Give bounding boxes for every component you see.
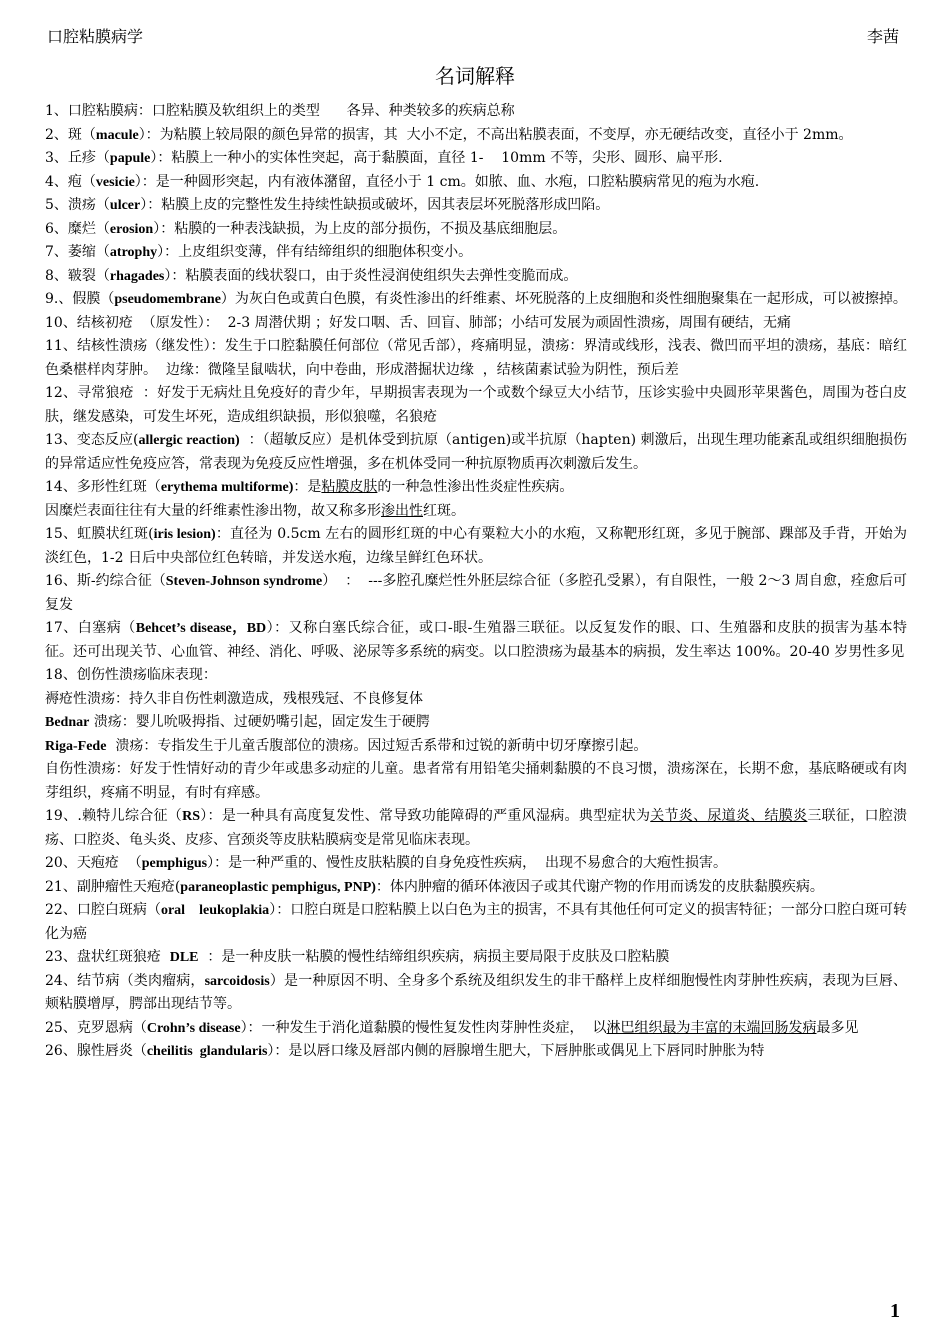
entry-text: 4、疱（	[45, 173, 96, 190]
term-english: Bednar	[45, 715, 90, 730]
entry-text: ）：又称白塞氏综合征，或口-眼-生殖器三联征。以反复发作的眼、口、生殖器和皮肤的损害为基本特征。还可出现关节、心血管、神经、消化、呼吸、泌尿等多系统的病变。以口腔溃疡为最基本的病损，发生率达 100%。20-40 岁男性多见	[45, 620, 907, 660]
entry-text: ）：是以唇口缘及唇部内侧的唇腺增生肥大，下唇肿胀或偶见上下唇同时肿胀为特	[267, 1043, 765, 1059]
header-course: 口腔粘膜病学	[47, 27, 144, 46]
entry-text: ：直径为 0.5cm 左右的圆形红斑的中心有粟粒大小的水疱，又称靶形红斑，多见于腕部、踝部及手背，开始为淡红色，1-2 日后中央部位红色转暗，并发送水疱，边缘呈鲜红色环状。	[45, 526, 907, 566]
glossary-body	[45, 100, 907, 1064]
entry-text: 褥疮性溃疡：持久非自伤性刺激造成，残根残冠、不良修复体	[45, 690, 423, 707]
entry-text: 2、斑（	[45, 126, 96, 143]
entry-text: 15、虹膜状红斑(	[45, 526, 154, 542]
term-english: papule	[109, 151, 151, 166]
entry-text: 20、天疱疮 （	[45, 855, 142, 871]
glossary-entry	[45, 664, 907, 688]
entry-text: 18、创伤性溃疡临床表现：	[45, 667, 217, 683]
term-english: sarcoidosis	[204, 973, 270, 989]
term-english: Behcet’s disease，BD	[135, 621, 267, 636]
term-english: erythema multiforme)	[160, 480, 294, 495]
entry-text: ）：是一种具有高度复发性、常导致功能障碍的严重风湿病。典型症状为	[199, 808, 651, 824]
entry-text: 3、丘疹（	[45, 150, 110, 166]
glossary-entry	[45, 500, 907, 524]
glossary-entry	[45, 805, 907, 852]
glossary-entry	[45, 171, 907, 195]
entry-text: 最多见	[816, 1019, 859, 1036]
glossary-entry	[45, 429, 907, 476]
entry-text: 17、白塞病（	[45, 620, 136, 636]
entry-text: ：体内肿瘤的循环体液因子或其代谢产物的作用而诱发的皮肤黏膜疾病。	[375, 878, 824, 895]
glossary-entry	[45, 288, 907, 312]
entry-text: ：是一种皮肤一粘膜的慢性结缔组织疾病，病损主要局限于皮肤及口腔粘膜	[198, 949, 670, 965]
entry-text: 12、寻常狼疮 ：好发于无病灶且免疫好的青少年，早期损害表现为一个或数个绿豆大小结节，压诊实验中央圆形苹果酱色，周围为苍白皮肤，继发感染，可发生坏死，造成组织缺损，形似狼噬，名狼疮	[45, 385, 907, 425]
glossary-entry	[45, 476, 907, 500]
entry-text: 19、.赖特儿综合征（	[45, 808, 183, 824]
entry-text: 21、副肿瘤性天疱疮(	[45, 878, 181, 895]
entry-text: 1、口腔粘膜病：口腔粘膜及软组织上的类型 各异、种类较多的疾病总称	[45, 103, 515, 119]
term-english: Crohn’s disease	[146, 1020, 241, 1036]
entry-text: ）：粘膜上一种小的实体性突起，高于黏膜面，直径 1- 10mm 不等，尖形、圆形、扁平形.	[150, 150, 723, 166]
glossary-entry	[45, 852, 907, 876]
term-english: allergic reaction)	[138, 433, 240, 448]
glossary-entry	[45, 265, 907, 289]
underlined-text: 淋巴组织最为丰富的末端回肠发病	[606, 1019, 817, 1036]
entry-text: 红斑。	[423, 502, 465, 519]
glossary-entry	[45, 335, 907, 382]
entry-text: ）：上皮组织变薄，伴有结缔组织的细胞体积变小。	[157, 244, 473, 260]
glossary-entry	[45, 617, 907, 664]
glossary-entry	[45, 946, 907, 970]
glossary-entry	[45, 758, 907, 805]
entry-text: 自伤性溃疡：好发于性情好动的青少年或患多动症的儿童。患者常有用铅笔尖捅刺黏膜的不良习惯，溃疡深在，长期不愈，基底略硬或有肉芽组织，疼痛不明显，有时有痒感。	[45, 761, 907, 801]
term-english: Steven-Johnson syndrome	[165, 574, 323, 589]
page-number: 1	[890, 1300, 900, 1322]
glossary-entry	[45, 735, 907, 759]
entry-text: 13、变态反应(	[45, 432, 139, 448]
entry-text: 24、结节病（类肉瘤病，	[45, 972, 205, 989]
entry-text: 14、多形性红斑（	[45, 479, 161, 495]
entry-text: ）为灰白色或黄白色膜，有炎性渗出的纤维素、坏死脱落的上皮细胞和炎性细胞聚集在一起形成，可以被擦掉。	[220, 291, 907, 307]
entry-text: 因糜烂表面往往有大量的纤维素性渗出物，故又称多形	[45, 502, 381, 519]
glossary-entry	[45, 124, 907, 148]
entry-text: ）是一种原因不明、全身多个系统及组织发生的非干酪样上皮样细胞慢性肉芽肿性疾病，表现为巨唇、颊粘膜增厚，腭部出现结节等。	[45, 972, 907, 1012]
entry-text: 25、克罗恩病（	[45, 1019, 147, 1036]
glossary-entry	[45, 970, 907, 1017]
entry-text: 9.、假膜（	[45, 291, 115, 307]
entry-text: ）：粘膜上皮的完整性发生持续性缺损或破坏，因其表层坏死脱落形成凹陷。	[140, 197, 610, 213]
entry-text: 16、斯-约综合征（	[45, 573, 166, 589]
glossary-entry	[45, 382, 907, 429]
glossary-entry	[45, 1040, 907, 1064]
entry-text: 22、口腔白斑病（	[45, 902, 161, 918]
entry-text: 三联征，口腔溃疡、口腔炎、龟头炎、皮疹、宫颈炎等皮肤粘膜病变是常见临床表现。	[45, 808, 908, 848]
underlined-text: 粘膜皮肤	[321, 479, 378, 495]
entry-text: 7、萎缩（	[45, 244, 110, 260]
entry-text: ）：是一种严重的、慢性皮肤粘膜的自身免疫性疾病， 出现不易愈合的大疱性损害。	[207, 855, 727, 871]
entry-text: 11、结核性溃疡（继发性）：发生于口腔黏膜任何部位（常见舌部），疼痛明显，溃疡：界清或线形，浅表、微凹而平坦的溃疡，基底：暗红色桑椹样肉芽肿。 边缘：微隆呈鼠啮状，向中卷曲，形成潜掘状边缘 ，结核菌素试验为阴性，预后差	[45, 338, 907, 378]
glossary-entry	[45, 711, 907, 735]
underlined-text: 关节炎、尿道炎、结膜炎	[650, 808, 808, 824]
glossary-entry	[45, 570, 907, 617]
entry-text: 的一种急性渗出性炎症性疾病。	[377, 479, 574, 495]
term-english: iris lesion)	[153, 527, 216, 542]
entry-text: 10、结核初疮 （原发性）： 2-3 周潜伏期 ；好发口咽、舌、回盲、肺部；小结可发展为顽固性溃疡，周围有硬结，无痛	[45, 314, 792, 331]
term-english: Riga-Fede	[45, 738, 107, 754]
glossary-entry	[45, 100, 907, 124]
entry-text: 5、溃疡（	[45, 197, 110, 213]
glossary-entry	[45, 241, 907, 265]
term-english: rhagades	[109, 268, 165, 284]
term-english: cheilitis glandularis	[146, 1044, 268, 1059]
glossary-entry	[45, 147, 907, 171]
term-english: DLE	[169, 950, 199, 965]
entry-text: 8、皲裂（	[45, 267, 110, 284]
term-english: macule	[95, 127, 139, 143]
glossary-entry	[45, 218, 907, 242]
entry-text: ）：粘膜表面的线状裂口，由于炎性浸润使组织失去弹性变脆而成。	[164, 267, 578, 284]
entry-text: ）：是一种圆形突起，内有液体潴留，直径小于 1 cm。如脓、血、水疱，口腔粘膜病常见的疱为水疱.	[134, 173, 760, 190]
entry-text: 26、腺性唇炎（	[45, 1043, 147, 1059]
entry-text: 溃疡：专指发生于儿童舌腹部位的溃疡。因过短舌系带和过锐的新萌中切牙摩擦引起。	[106, 737, 648, 754]
term-english: ulcer	[109, 198, 141, 213]
glossary-entry	[45, 194, 907, 218]
entry-text: ）：粘膜的一种表浅缺损，为上皮的部分损伤，不损及基底细胞层。	[153, 220, 567, 237]
entry-text: 23、盘状红斑狼疮	[45, 949, 170, 965]
glossary-entry	[45, 1017, 907, 1041]
header-author: 李茜	[867, 27, 900, 46]
term-english: RS	[182, 809, 200, 824]
underlined-text: 渗出性	[381, 502, 423, 519]
glossary-entry	[45, 523, 907, 570]
page-title: 名词解释	[435, 64, 515, 88]
entry-text: ）：口腔白斑是口腔粘膜上以白色为主的损害，不具有其他任何可定义的损害特征；一部分口腔白斑可转化为癌	[45, 902, 907, 942]
term-english: pemphigus	[141, 856, 208, 871]
glossary-entry	[45, 899, 907, 946]
entry-text: 6、糜烂（	[45, 220, 110, 237]
term-english: erosion	[109, 221, 154, 237]
term-english: oral leukoplakia	[160, 903, 270, 918]
glossary-entry	[45, 876, 907, 900]
term-english: atrophy	[109, 245, 158, 260]
term-english: vesicie	[95, 174, 135, 190]
term-english: pseudomembrane	[114, 292, 221, 307]
entry-text: ） ： ---多腔孔糜烂性外胚层综合征（多腔孔受累），有自限性，一般 2～3 周自愈，痊愈后可复发	[45, 573, 907, 613]
entry-text: ）：一种发生于消化道黏膜的慢性复发性肉芽肿性炎症， 以	[240, 1019, 607, 1036]
entry-text: ）：为粘膜上较局限的颜色异常的损害，其 大小不定，不高出粘膜表面，不变厚，亦无硬结改变，直径小于 2mm。	[138, 126, 853, 143]
glossary-entry	[45, 312, 907, 336]
entry-text: ：（超敏反应）是机体受到抗原（antigen)或半抗原（hapten) 刺激后，出现生理功能紊乱或组织细胞损伤的异常适应性免疫应答，常表现为免疫反应性增强，多在机体受同一种抗原物质再次刺激后发生。	[45, 432, 907, 472]
glossary-entry	[45, 688, 907, 712]
entry-text: ：是	[293, 479, 322, 495]
entry-text: 溃疡：婴儿吮吸拇指、过硬奶嘴引起，固定发生于硬腭	[89, 714, 430, 730]
term-english: paraneoplastic pemphigus, PNP)	[180, 879, 376, 895]
